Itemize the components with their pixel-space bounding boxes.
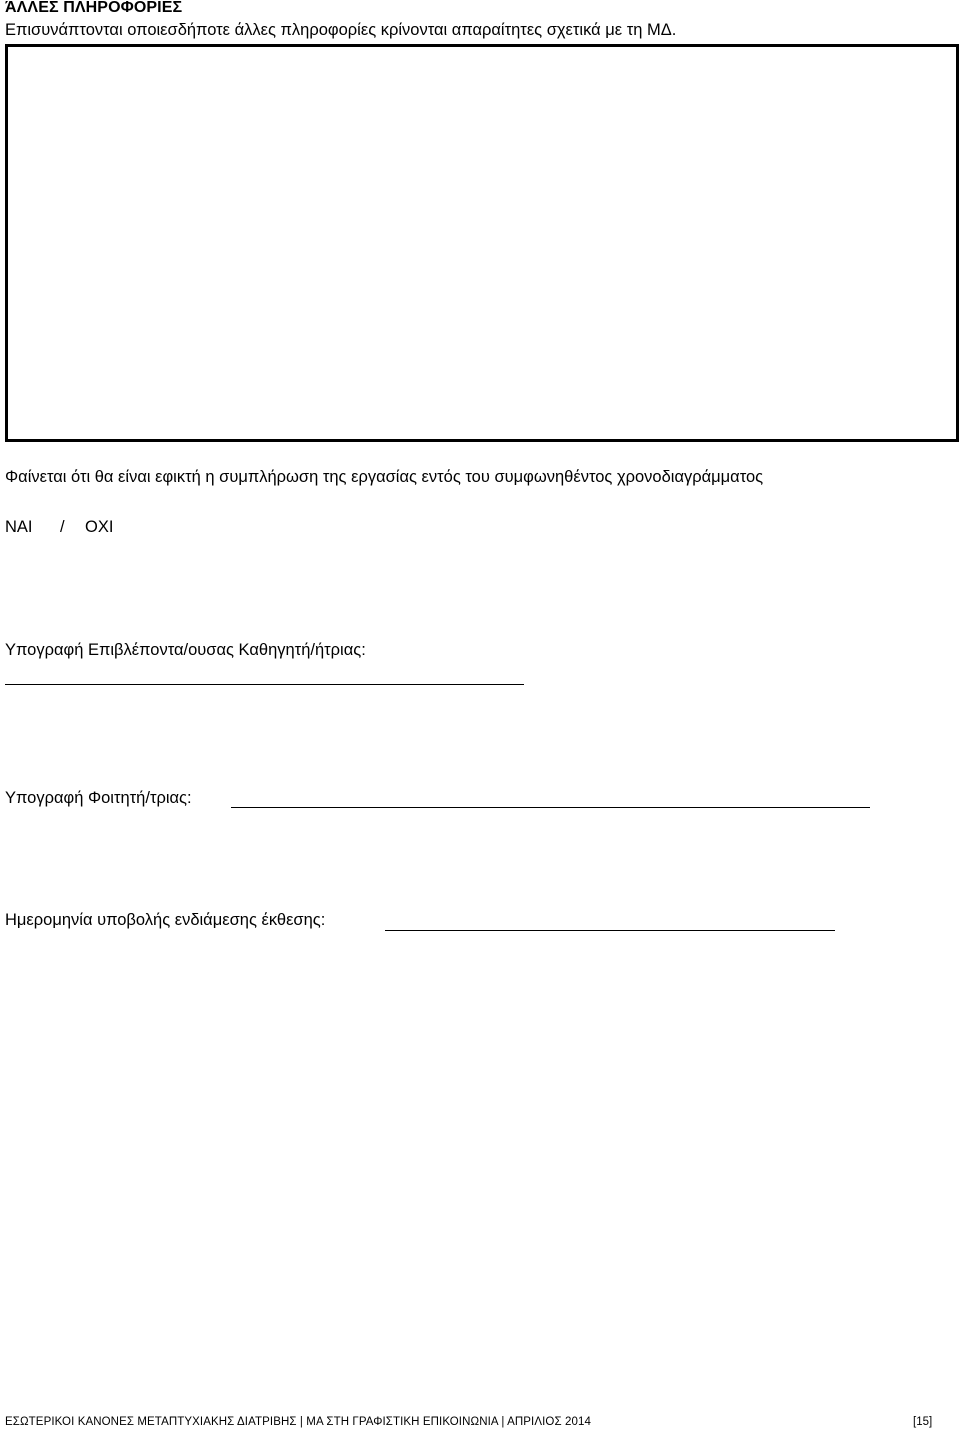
submission-date-line[interactable] [385, 930, 835, 931]
option-separator: / [60, 518, 65, 536]
page-footer: ΕΣΩΤΕΡΙΚΟΙ ΚΑΝΟΝΕΣ ΜΕΤΑΠΤΥΧΙΑΚΗΣ ΔΙΑΤΡΙΒΗΣ | ΜΑ ΣΤΗ ΓΡΑΦΙΣΤΙΚΗ ΕΠΙΚΟΙΝΩΝΙΑ | ΑΠΡΙΛΙΟΣ 2014 [5, 1416, 591, 1428]
additional-info-box[interactable] [5, 44, 959, 442]
completion-question: Φαίνεται ότι θα είναι εφικτή η συμπλήρωση της εργασίας εντός του συμφωνηθέντος χρονοδιαγράμματος [5, 468, 764, 486]
submission-date-label: Ημερομηνία υποβολής ενδιάμεσης έκθεσης: [5, 911, 326, 929]
student-signature-label: Υπογραφή Φοιτητή/τριας: [5, 789, 192, 807]
section-heading: ΆΛΛΕΣ ΠΛΗΡΟΦΟΡΙΕΣ [5, 0, 183, 16]
section-intro: Επισυνάπτονται οποιεσδήποτε άλλες πληροφορίες κρίνονται απαραίτητες σχετικά με τη ΜΔ. [5, 21, 677, 39]
yes-no-options [5, 518, 113, 537]
supervisor-signature-label: Υπογραφή Επιβλέποντα/ουσας Καθηγητή/ήτριας: [5, 641, 366, 659]
supervisor-signature-line[interactable] [5, 684, 524, 685]
option-no[interactable]: ΟΧΙ [85, 518, 114, 536]
student-signature-line[interactable] [231, 807, 870, 808]
page-number: [15] [913, 1416, 933, 1428]
option-yes[interactable]: ΝΑΙ [5, 518, 33, 536]
